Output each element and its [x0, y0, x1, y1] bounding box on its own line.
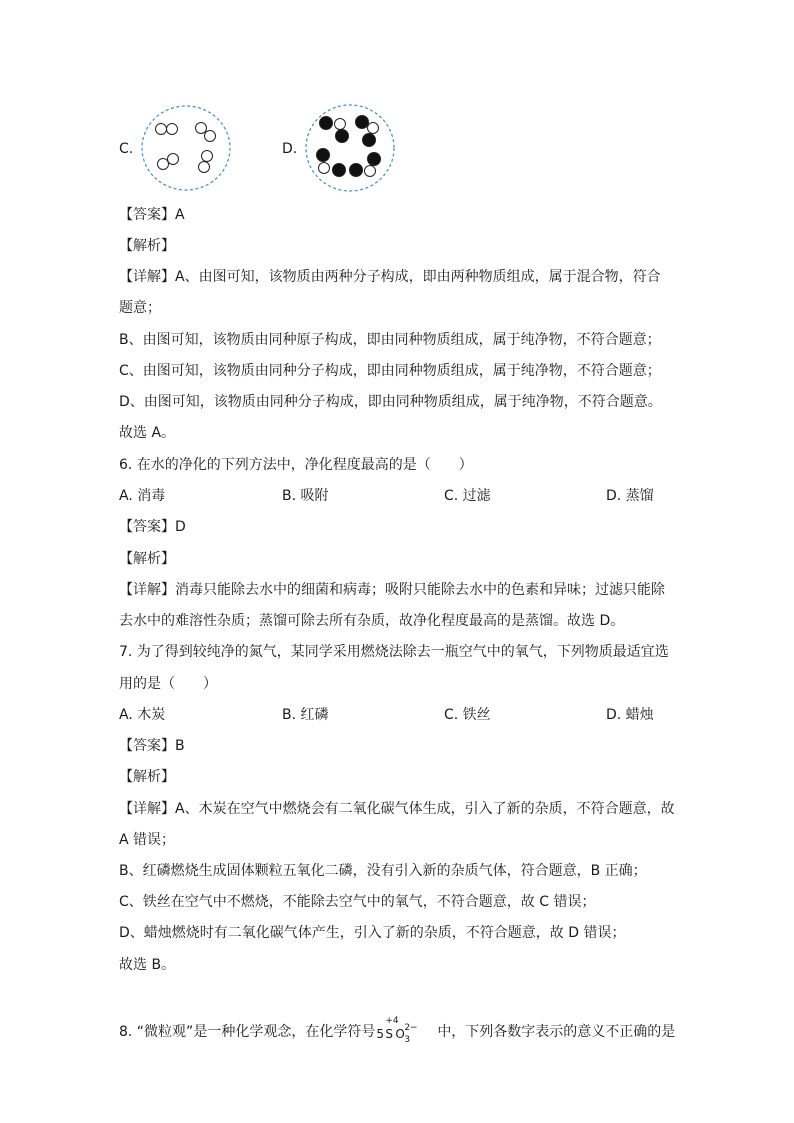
question-6: 6. 在水的净化的下列方法中，净化程度最高的是（ ） [119, 457, 473, 473]
detail-5-b: B、由图可知，该物质由同种原子构成，即由同种物质组成，属于纯净物，不符合题意； [119, 332, 661, 348]
atom [158, 159, 169, 170]
detail-5-a-cont: 题意； [119, 300, 161, 316]
detail-7-c: C、铁丝在空气中不燃烧，不能除去空气中的氧气，不符合题意，故 C 错误； [119, 894, 596, 910]
question-8-text-after: 中，下列各数字表示的意义不正确的是 [437, 1024, 676, 1040]
detail-5-d: D、由图可知，该物质由同种分子构成，即由同种物质组成，属于纯净物，不符合题意。 [119, 394, 662, 410]
question-8 [119, 1017, 675, 1045]
q7-option-d: D. 蜡烛 [606, 707, 654, 723]
q6-option-c: C. 过滤 [444, 488, 491, 504]
conclusion-7: 故选 B。 [119, 957, 176, 973]
atom-white [365, 166, 376, 177]
atom-white [319, 163, 330, 174]
detail-7-a: 【详解】A、木炭在空气中燃烧会有二氧化碳气体生成，引入了新的杂质，不符合题意，故 [119, 801, 675, 817]
atom-black [356, 116, 369, 129]
analysis-heading-7: 【解析】 [119, 769, 175, 785]
q7-option-b: B. 红磷 [282, 707, 329, 723]
q7-option-a: A. 木炭 [119, 707, 166, 723]
question-8-text-before: 8. “微粒观”是一种化学观念，在化学符号 [119, 1024, 376, 1040]
q6-option-a: A. 消毒 [119, 488, 166, 504]
atom [202, 151, 213, 162]
answer-6: 【答案】D [119, 519, 186, 535]
figure-d-label: D. [282, 141, 298, 157]
q6-option-b: B. 吸附 [282, 488, 329, 504]
figure-c-particles [140, 104, 232, 192]
detail-7-b: B、红磷燃烧生成固体颗粒五氧化二磷，没有引入新的杂质气体，符合题意，B 正确； [119, 863, 647, 879]
figure-c-label: C. [119, 141, 134, 157]
atom-black [368, 153, 381, 166]
formula-coefficient: 5 [376, 1027, 384, 1041]
atom-black [363, 134, 376, 147]
atom-black [350, 164, 363, 177]
conclusion-5: 故选 A。 [119, 425, 176, 441]
analysis-heading-5: 【解析】 [119, 238, 175, 254]
detail-6: 【详解】消毒只能除去水中的细菌和病毒；吸附只能除去水中的色素和异味；过滤只能除 [119, 582, 665, 598]
atom [156, 124, 167, 135]
atom-white [368, 123, 379, 134]
detail-7-a-cont: A 错误； [119, 832, 176, 848]
formula-oxygen: O [395, 1027, 405, 1041]
figure-d-particles [304, 103, 396, 193]
dashed-boundary [142, 106, 230, 190]
detail-5-a: 【详解】A、由图可知，该物质由两种分子构成，即由两种物质组成，属于混合物，符合 [119, 269, 661, 285]
atom-white [335, 119, 346, 130]
atom [205, 131, 216, 142]
formula-charge: 2− [404, 1023, 418, 1033]
atom-black [320, 117, 333, 130]
question-7-cont: 用的是（ ） [119, 676, 217, 692]
answer-5: 【答案】A [119, 207, 185, 223]
atom-black [333, 164, 346, 177]
atom [168, 154, 179, 165]
atom [199, 162, 210, 173]
answer-7: 【答案】B [119, 738, 185, 754]
dashed-boundary [306, 105, 394, 191]
atom-black [317, 149, 330, 162]
detail-5-c: C、由图可知，该物质由同种分子构成，即由同种物质组成，属于纯净物，不符合题意； [119, 363, 661, 379]
detail-6-cont: 去水中的难溶性杂质；蒸馏可除去所有杂质，故净化程度最高的是蒸馏。故选 D。 [119, 613, 625, 629]
q7-option-c: C. 铁丝 [444, 707, 491, 723]
formula-valence: +4 [385, 1016, 399, 1026]
atom [196, 123, 207, 134]
chemical-formula [375, 1017, 437, 1045]
q6-option-d: D. 蒸馏 [606, 488, 654, 504]
formula-element: S [385, 1027, 393, 1041]
analysis-heading-6: 【解析】 [119, 551, 175, 567]
detail-7-d: D、蜡烛燃烧时有二氧化碳气体产生，引入了新的杂质，不符合题意，故 D 错误； [119, 925, 626, 941]
atom-black [336, 130, 349, 143]
formula-subscript: 3 [404, 1035, 411, 1045]
atom [167, 124, 178, 135]
question-7: 7. 为了得到较纯净的氮气，某同学采用燃烧法除去一瓶空气中的氧气，下列物质最适宜选 [119, 644, 669, 660]
